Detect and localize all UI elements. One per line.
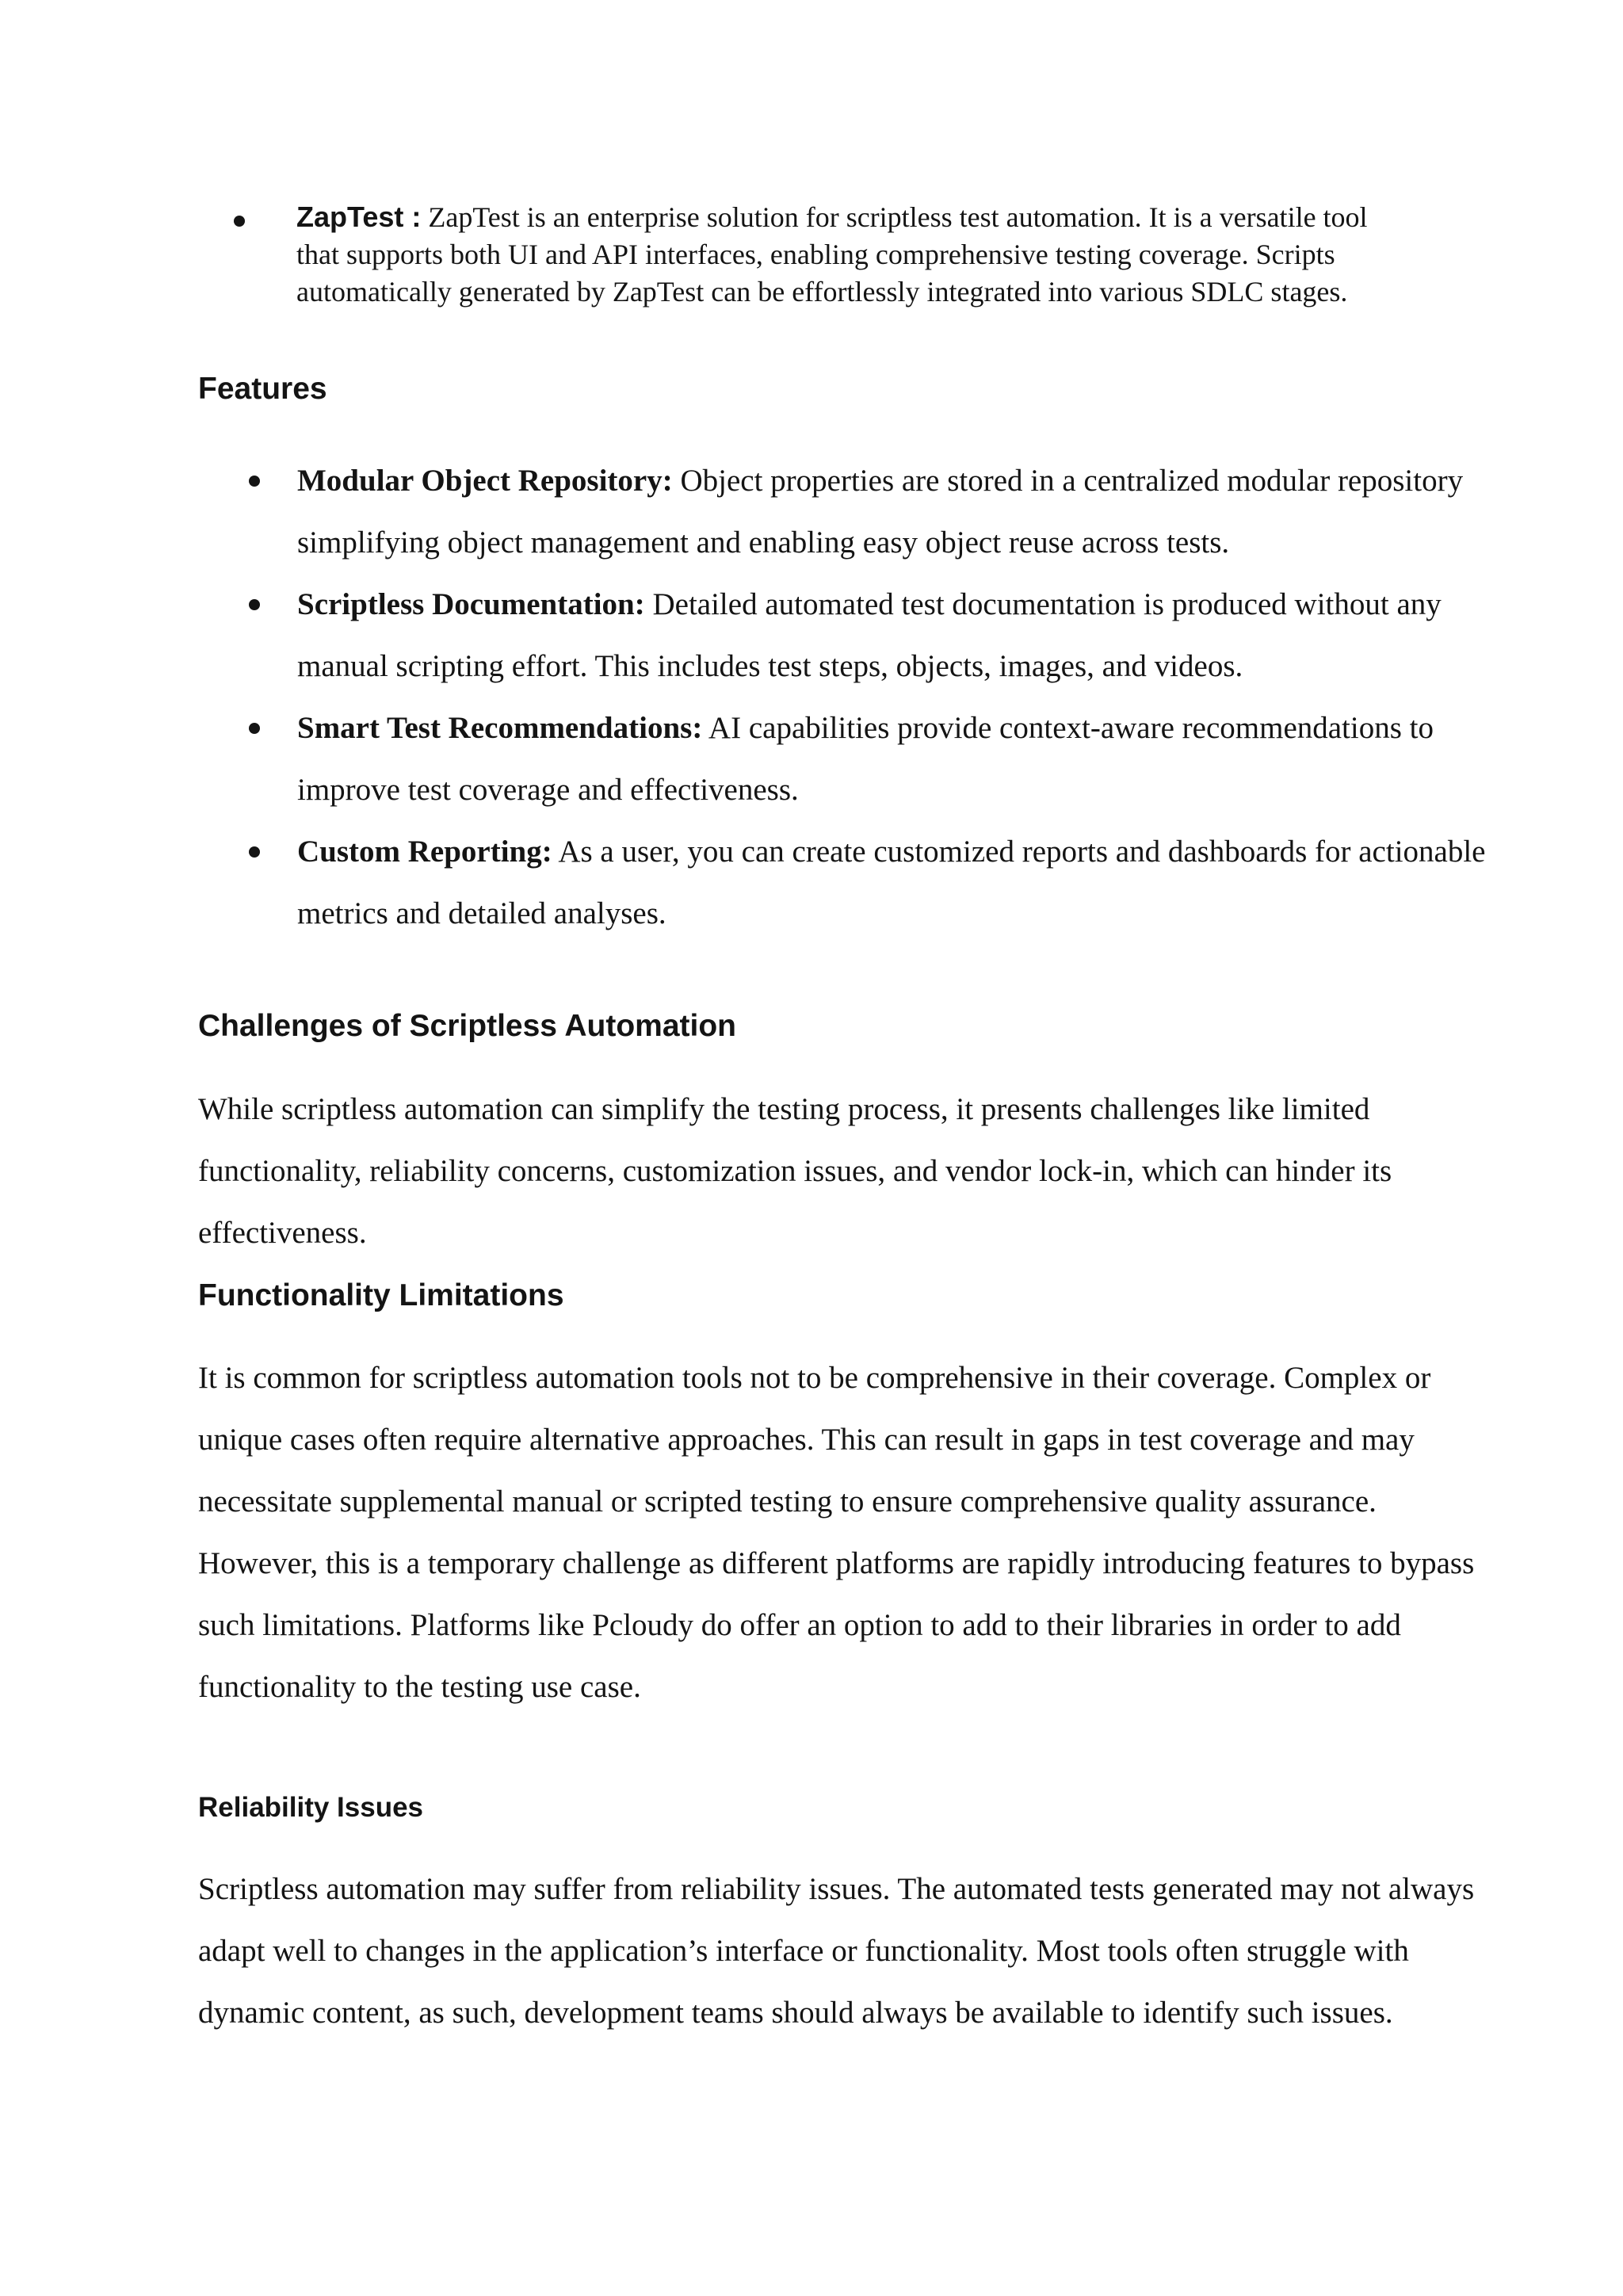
- zaptest-content: [296, 198, 1406, 311]
- reliability-heading: Reliability Issues: [198, 1792, 424, 1823]
- challenges-heading: Challenges of Scriptless Automation: [198, 1009, 736, 1043]
- features-list: [198, 450, 1486, 945]
- zaptest-title: ZapTest :: [296, 201, 422, 233]
- challenges-paragraph: While scriptless automation can simplify the testing process, it presents challenges like limited functionality, reliability concerns, customization issues, and vendor lock-in, which can hinder its effectiveness.: [198, 1092, 1392, 1250]
- bullet-icon: [249, 846, 260, 858]
- functionality-heading: Functionality Limitations: [198, 1278, 564, 1312]
- feature-label: Smart Test Recommendations:: [297, 711, 703, 745]
- feature-item-modular-object-repository: [198, 450, 1486, 574]
- feature-text: Detailed automated test documentation is produced without any manual scripting effort. This includes test steps, objects, images, and videos.: [297, 587, 1442, 683]
- feature-item-smart-test-recommendations: [198, 697, 1486, 821]
- feature-label: Modular Object Repository:: [297, 464, 673, 498]
- feature-label: Scriptless Documentation:: [297, 587, 645, 621]
- feature-text: AI capabilities provide context-aware recommendations to improve test coverage and effectiveness.: [297, 711, 1434, 807]
- zaptest-text: ZapTest is an enterprise solution for scriptless test automation. It is a versatile tool that supports both UI and API interfaces, enabling comprehensive testing coverage. Scripts automatically generated by ZapTest can be effortlessly integrated into various SDLC stages.: [296, 201, 1368, 308]
- bullet-icon: [249, 723, 260, 734]
- feature-item-custom-reporting: [198, 821, 1486, 945]
- bullet-icon: [249, 476, 260, 487]
- feature-text: Object properties are stored in a centralized modular repository simplifying object management and enabling easy object reuse across tests.: [297, 464, 1464, 560]
- features-heading: Features: [198, 372, 327, 406]
- feature-label: Custom Reporting:: [297, 835, 552, 869]
- reliability-paragraph: Scriptless automation may suffer from reliability issues. The automated tests generated may not always adapt well to changes in the application’s interface or functionality. Most tools often struggle with dynamic content, as such, development teams should always be available to identify such issues.: [198, 1872, 1475, 2030]
- functionality-paragraph: It is common for scriptless automation tools not to be comprehensive in their coverage. Complex or unique cases often require alternative approaches. This can result in gaps in test coverage and may necessitate supplemental manual or scripted testing to ensure comprehensive quality assurance. However, this is a temporary challenge as different platforms are rapidly introducing features to bypass such limitations. Platforms like Pcloudy do offer an option to add to their libraries in order to add functionality to the testing use case.: [198, 1361, 1475, 1704]
- feature-text: As a user, you can create customized reports and dashboards for actionable metrics and detailed analyses.: [297, 835, 1486, 930]
- bullet-icon: [249, 599, 260, 610]
- feature-item-scriptless-documentation: [198, 574, 1486, 697]
- bullet-icon: [234, 216, 245, 227]
